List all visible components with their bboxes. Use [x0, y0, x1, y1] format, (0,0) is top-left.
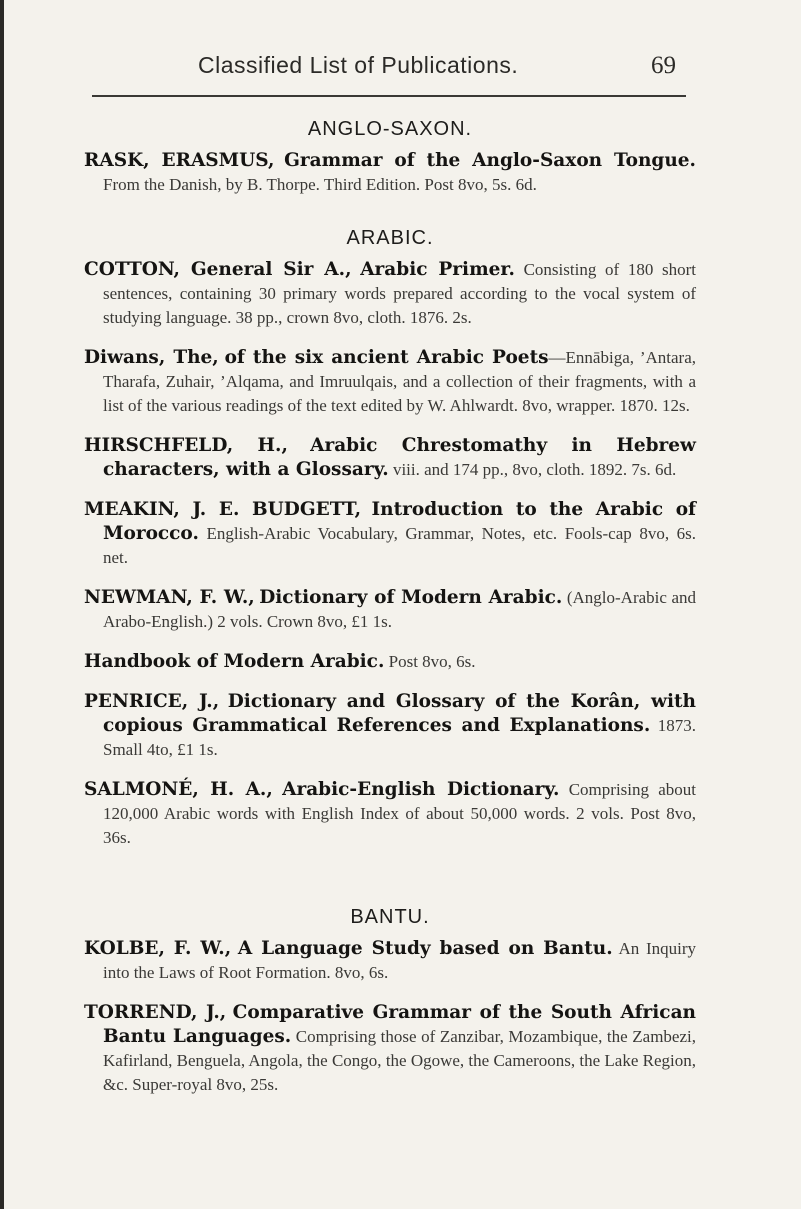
entry-details: 1873. Small 4to, £1 1s.	[103, 716, 697, 759]
entry-details: Comprising about 120,000 Arabic words with English Index of about 50,000 words. 2 vols. Post 8vo, 36s.	[103, 780, 697, 847]
publication-list	[84, 118, 696, 1113]
entry-details: viii. and 174 pp., 8vo, cloth. 1892. 7s. 6d.	[392, 460, 677, 479]
page-number: 69	[651, 52, 676, 79]
entry-author: NEWMAN, F. W.,	[84, 587, 255, 608]
entry-newman-handbook	[84, 650, 696, 674]
entry-hirschfeld	[84, 434, 696, 482]
entry-title: Introduction to the Arabic of Morocco.	[103, 499, 697, 544]
entry-title: Arabic-English Dictionary.	[282, 779, 560, 800]
running-title: Classified List of Publications.	[198, 52, 519, 78]
entry-newman	[84, 586, 696, 634]
entry-title: Handbook of Modern Arabic.	[84, 651, 385, 672]
entry-author: RASK, ERASMUS,	[84, 150, 275, 171]
section-title-arabic: ARABIC.	[346, 227, 434, 249]
entry-torrend	[84, 1001, 696, 1097]
entry-title: A Language Study based on Bantu.	[237, 938, 613, 959]
entry-title: Grammar of the Anglo-Saxon Tongue.	[284, 150, 696, 171]
entry-author: TORREND, J.,	[84, 1002, 227, 1023]
entry-author: MEAKIN, J. E. BUDGETT,	[84, 499, 362, 520]
entry-author: Diwans, The,	[84, 347, 219, 368]
entry-title: of the six ancient Arabic Poets	[224, 347, 549, 368]
entry-cotton	[84, 258, 696, 330]
entry-details: Consisting of 180 short sentences, containing 30 primary words prepared according to the vocal system of studying language. 38 pp., crown 8vo, cloth. 1876. 2s.	[103, 260, 697, 327]
entry-details: Comprising those of Zanzibar, Mozambique, the Zambezi, Kafirland, Benguela, Angola, the Congo, the Ogowe, the Cameroons, the Lake Region, &c. Super-royal 8vo, 25s.	[103, 1027, 696, 1094]
entry-details: —Ennābiga, ’Antara, Tharafa, Zuhair, ’Alqama, and Imruulqais, and a collection of their fragments, with a list of the various readings of the text edited by W. Ahlwardt. 8vo, wrapper. 1870. 12s.	[103, 348, 696, 415]
entry-author: SALMONÉ, H. A.,	[84, 779, 273, 800]
entry-title: Dictionary of Modern Arabic.	[259, 587, 563, 608]
section-title-bantu: BANTU.	[350, 906, 430, 928]
entry-kolbe	[84, 937, 696, 985]
entry-author: PENRICE, J.,	[84, 691, 220, 712]
entry-details: An Inquiry into the Laws of Root Formation. 8vo, 6s.	[103, 939, 697, 982]
entry-meakin	[84, 498, 696, 570]
entry-title: Arabic Chrestomathy in Hebrew characters, with a Glossary.	[103, 435, 696, 480]
entry-author: HIRSCHFELD, H.,	[84, 435, 288, 456]
header-rule	[92, 95, 686, 97]
entry-title: Comparative Grammar of the South African Bantu Languages.	[103, 1002, 697, 1047]
entry-salmone	[84, 778, 696, 850]
entry-author: COTTON, General Sir A.,	[84, 259, 352, 280]
page-edge	[0, 0, 4, 1209]
entry-author: KOLBE, F. W.,	[84, 938, 232, 959]
entry-diwans	[84, 346, 696, 418]
entry-title: Dictionary and Glossary of the Korân, with copious Grammatical References and Explanations.	[103, 691, 697, 736]
entry-details: Post 8vo, 6s.	[388, 652, 476, 671]
section-title-anglo-saxon: ANGLO-SAXON.	[307, 118, 473, 140]
entry-title: Arabic Primer.	[360, 259, 515, 280]
entry-rask	[84, 149, 696, 197]
entry-details: (Anglo-Arabic and Arabo-English.) 2 vols. Crown 8vo, £1 1s.	[103, 588, 697, 631]
entry-penrice	[84, 690, 696, 762]
entry-details: From the Danish, by B. Thorpe. Third Edition. Post 8vo, 5s. 6d.	[103, 175, 537, 194]
entry-details: English-Arabic Vocabulary, Grammar, Notes, etc. Fools-cap 8vo, 6s. net.	[103, 524, 696, 567]
